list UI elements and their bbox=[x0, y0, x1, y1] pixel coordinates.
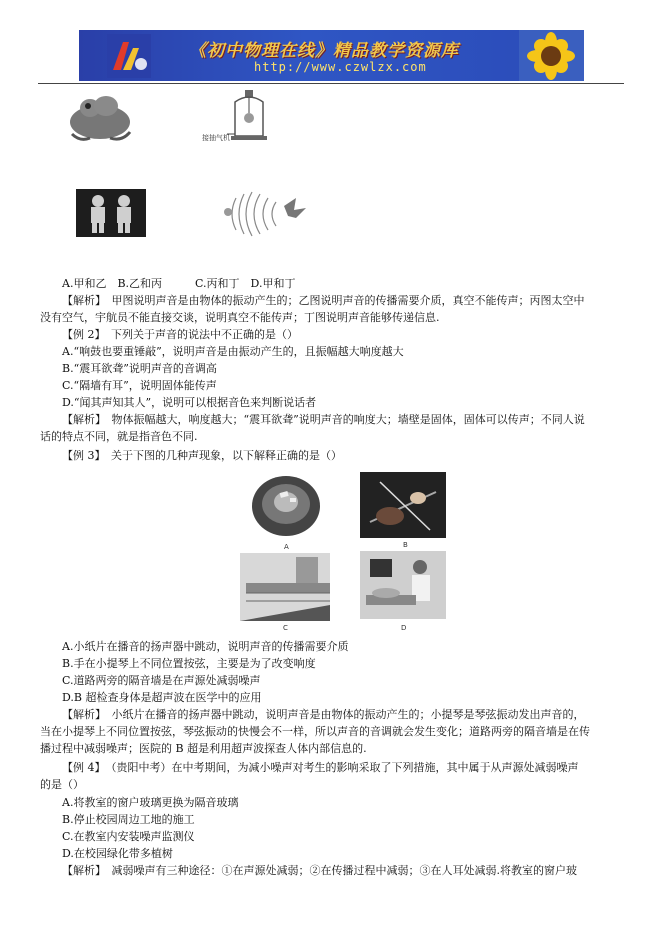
figure-label-d: D bbox=[401, 624, 407, 632]
sound-barrier-wall-figure bbox=[240, 553, 330, 621]
example2-option-a: A.“响鼓也要重锤敲”，说明声音是由振动产生的，且振幅越大响度越大 bbox=[62, 345, 404, 358]
air-pump-label: 接抽气机 bbox=[202, 134, 230, 142]
example2-analysis-line1: 【解析】 物体振幅越大，响度越大；“震耳欲聋”说明声音的响度大；墙壁是固体，固体可以传声；不同人说 bbox=[62, 413, 585, 426]
example2-question: 【例 2】 下列关于声音的说法中不正确的是（） bbox=[62, 328, 298, 341]
bat-sound-waves-figure bbox=[218, 188, 310, 240]
figure-label-b: B bbox=[403, 541, 408, 549]
example1-options: A.甲和乙 B.乙和丙 C.丙和丁 D.甲和丁 bbox=[62, 277, 296, 290]
example3-option-c: C.道路两旁的隔音墙是在声源处减弱噪声 bbox=[62, 674, 261, 687]
example2-analysis-line2: 话的特点不同，就是指音色不同. bbox=[40, 430, 198, 443]
example4-question-line1: 【例 4】 （贵阳中考）在中考期间，为减小噪声对考生的影响采取了下列措施，其中属于从声源处减弱噪声 bbox=[62, 761, 579, 774]
header-title: 《初中物理在线》精品教学资源库 bbox=[189, 41, 459, 61]
logo-icon bbox=[107, 34, 151, 78]
example3-analysis-line3: 播过程中减弱噪声；医院的 B 超是利用超声波探查人体内部信息的. bbox=[40, 742, 367, 755]
example4-option-b: B.停止校园周边工地的施工 bbox=[62, 813, 195, 826]
figure-label-c: C bbox=[283, 624, 288, 632]
example3-question: 【例 3】 关于下图的几种声现象，以下解释正确的是（） bbox=[62, 449, 342, 462]
violin-figure bbox=[360, 472, 446, 538]
astronauts-figure bbox=[76, 189, 146, 237]
example4-option-a: A.将教室的窗户玻璃更换为隔音玻璃 bbox=[62, 796, 239, 809]
example3-option-b: B.手在小提琴上不同位置按弦，主要是为了改变响度 bbox=[62, 657, 316, 670]
example3-option-d: D.B 超检查身体是超声波在医学中的应用 bbox=[62, 691, 262, 704]
example1-analysis-line1: 【解析】 甲图说明声音是由物体的振动产生的；乙图说明声音的传播需要介质，真空不能传声；丙图太空中 bbox=[62, 294, 585, 307]
frog-figure bbox=[66, 94, 134, 144]
example1-analysis-line2: 没有空气，宇航员不能直接交谈，说明真空不能传声；丁图说明声音能够传递信息. bbox=[40, 311, 440, 324]
example3-analysis-line1: 【解析】 小纸片在播音的扬声器中跳动，说明声音是由物体的振动产生的；小提琴是琴弦振动发出声音的， bbox=[62, 708, 585, 721]
example3-analysis-line2: 当在小提琴上不同位置按弦，琴弦振动的快慢会不一样，所以声音的音调就会发生变化；道路两旁的隔音墙是在传 bbox=[40, 725, 590, 738]
example2-option-c: C.“隔墙有耳”，说明固体能传声 bbox=[62, 379, 217, 392]
ultrasound-figure bbox=[360, 551, 446, 619]
example3-option-a: A.小纸片在播音的扬声器中跳动，说明声音的传播需要介质 bbox=[62, 640, 349, 653]
example4-analysis-line1: 【解析】 减弱噪声有三种途径：①在声源处减弱；②在传播过程中减弱；③在人耳处减弱.将教室的窗户玻 bbox=[62, 864, 577, 877]
example2-option-b: B.“震耳欲聋”说明声音的音调高 bbox=[62, 362, 217, 375]
figure-label-a: A bbox=[284, 543, 289, 551]
header-banner bbox=[79, 30, 584, 81]
example4-option-d: D.在校园绿化带多植树 bbox=[62, 847, 173, 860]
header-url: http://www.czwlzx.com bbox=[254, 60, 427, 74]
example2-option-d: D.“闻其声知其人”，说明可以根据音色来判断说话者 bbox=[62, 396, 317, 409]
sunflower-icon bbox=[519, 30, 584, 81]
speaker-figure bbox=[246, 472, 326, 540]
example4-option-c: C.在教室内安装噪声监测仪 bbox=[62, 830, 195, 843]
example4-question-line2: 的是（） bbox=[40, 778, 84, 791]
header-rule bbox=[38, 83, 624, 84]
